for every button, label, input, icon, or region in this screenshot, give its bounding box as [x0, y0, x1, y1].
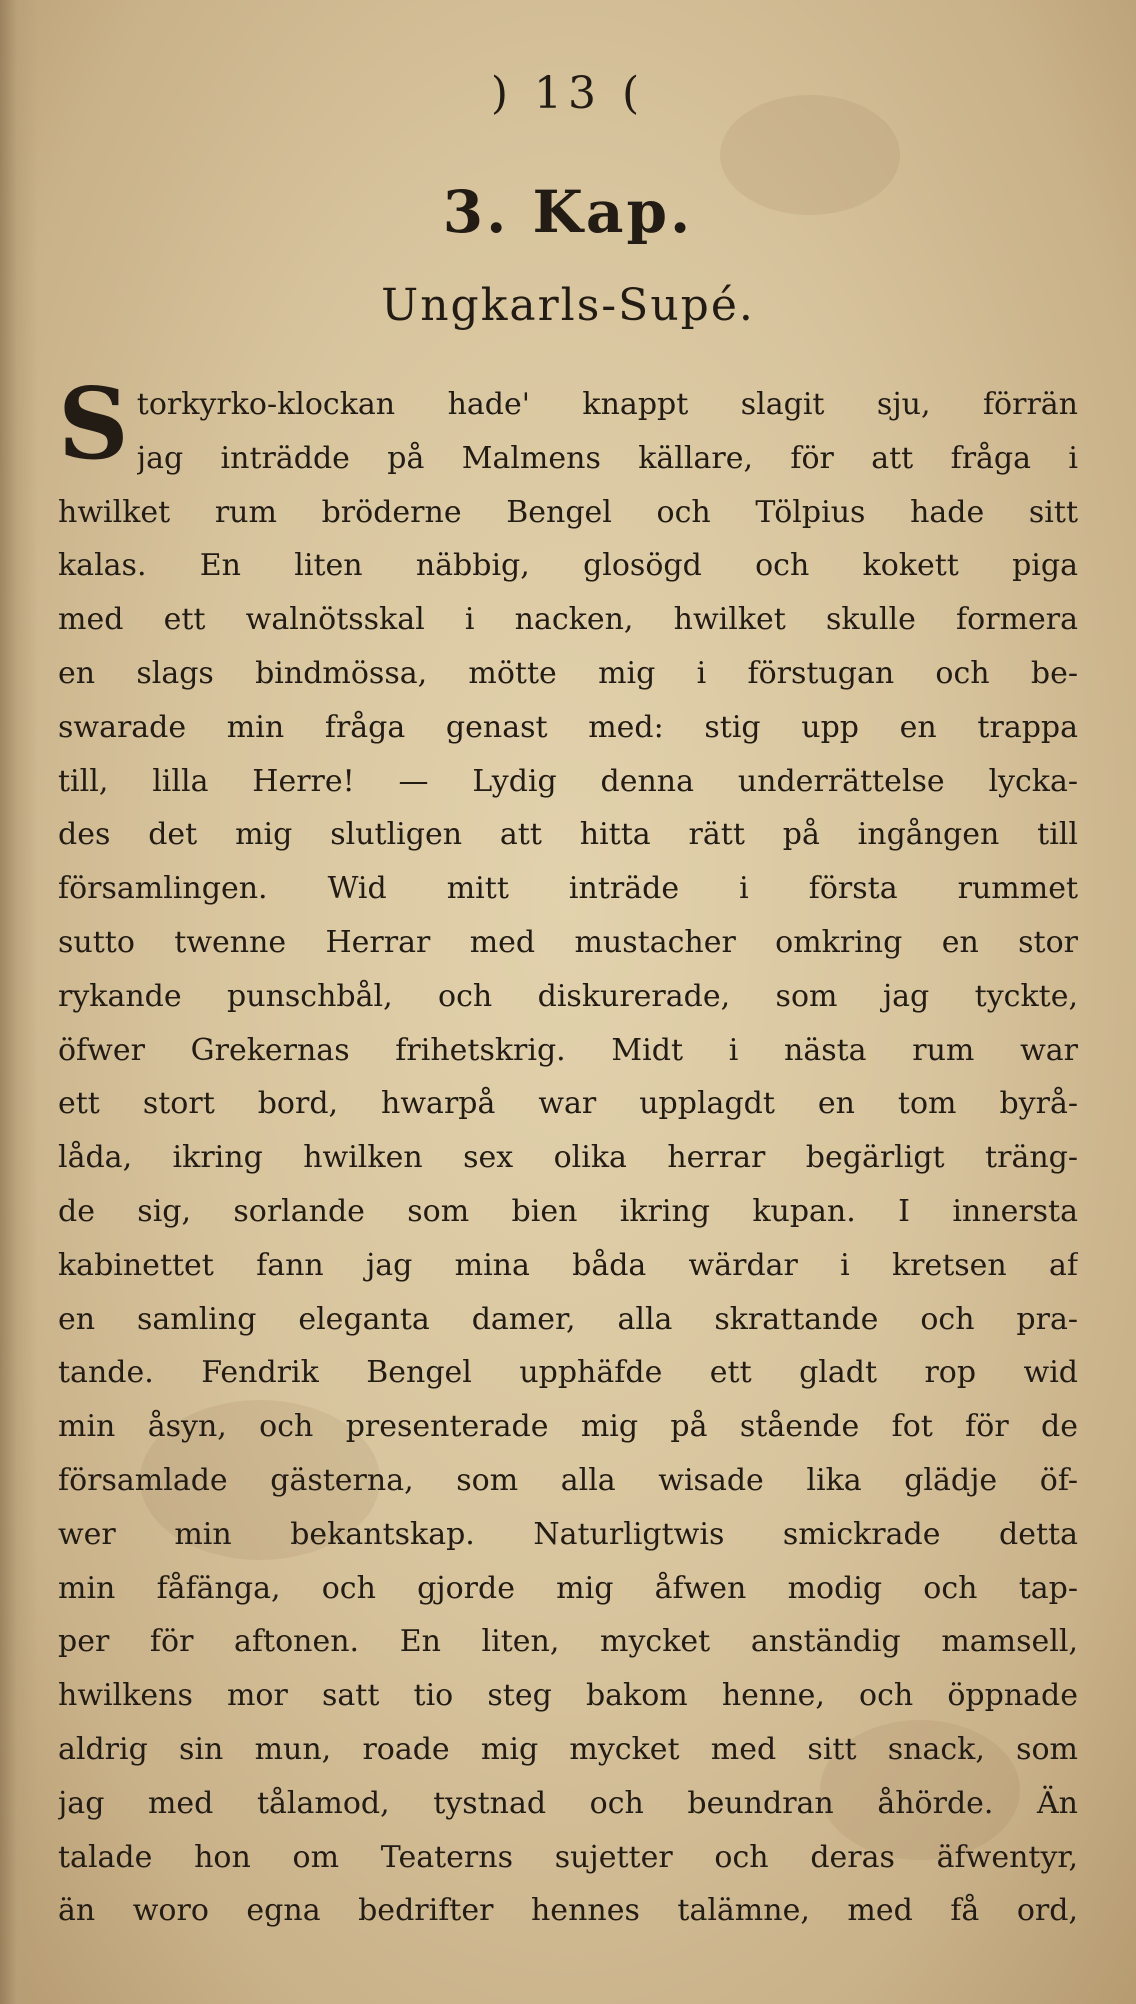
- text-line: jag inträdde på Malmens källare, för att fråga i: [136, 440, 1078, 476]
- text-line: min åsyn, och presenterade mig på stående fot för de: [58, 1409, 1078, 1445]
- text-line: församlade gästerna, som alla wisade lika glädje öf-: [58, 1462, 1078, 1498]
- text-line: talade hon om Teaterns sujetter och deras äfwentyr,: [58, 1839, 1078, 1875]
- chapter-title: 3. Kap.: [442, 178, 694, 246]
- chapter-subtitle: Ungkarls-Supé.: [381, 280, 755, 331]
- text-line: en samling eleganta damer, alla skrattande och pra-: [58, 1301, 1078, 1337]
- text-line: tande. Fendrik Bengel upphäfde ett gladt rop wid: [58, 1355, 1078, 1391]
- text-line: med ett walnötsskal i nacken, hwilket skulle formera: [58, 602, 1078, 638]
- text-line: min fåfänga, och gjorde mig åfwen modig och tap-: [58, 1570, 1078, 1606]
- text-line: sutto twenne Herrar med mustacher omkring en stor: [58, 924, 1078, 960]
- text-line: des det mig slutligen att hitta rätt på ingången till: [58, 817, 1078, 853]
- text-line: öfwer Grekernas frihetskrig. Midt i nästa rum war: [58, 1032, 1078, 1068]
- text-line: swarade min fråga genast med: stig upp en trappa: [58, 709, 1078, 745]
- text-line: låda, ikring hwilken sex olika herrar begärligt träng-: [58, 1140, 1078, 1176]
- text-line: till, lilla Herre! — Lydig denna underrättelse lycka-: [58, 763, 1078, 799]
- text-line: wer min bekantskap. Naturligtwis smickrade detta: [58, 1516, 1078, 1552]
- text-line: per för aftonen. En liten, mycket anständig mamsell,: [58, 1624, 1078, 1660]
- page-number-header: ) 13 (: [490, 68, 646, 119]
- text-line: jag med tålamod, tystnad och beundran åhörde. Än: [58, 1785, 1078, 1821]
- text-line: aldrig sin mun, roade mig mycket med sitt snack, som: [58, 1731, 1078, 1767]
- text-line: kalas. En liten näbbig, glosögd och kokett piga: [58, 548, 1078, 584]
- text-line: torkyrko-klockan hade' knappt slagit sju, förrän: [136, 387, 1078, 422]
- text-line: de sig, sorlande som bien ikring kupan. I innersta: [58, 1193, 1078, 1229]
- text-line: församlingen. Wid mitt inträde i första rummet: [58, 871, 1078, 907]
- text-line: hwilket rum bröderne Bengel och Tölpius hade sitt: [58, 494, 1078, 530]
- drop-cap: S: [58, 367, 129, 482]
- text-line: hwilkens mor satt tio steg bakom henne, och öppnade: [58, 1678, 1078, 1714]
- text-line: en slags bindmössa, mötte mig i förstugan och be-: [58, 655, 1078, 691]
- text-line: rykande punschbål, och diskurerade, som jag tyckte,: [58, 978, 1078, 1014]
- text-line: kabinettet fann jag mina båda wärdar i kretsen af: [58, 1247, 1078, 1283]
- text-line: än woro egna bedrifter hennes talämne, med få ord,: [58, 1893, 1078, 1929]
- text-line: ett stort bord, hwarpå war upplagdt en tom byrå-: [58, 1086, 1078, 1122]
- body-text: [58, 367, 1078, 1938]
